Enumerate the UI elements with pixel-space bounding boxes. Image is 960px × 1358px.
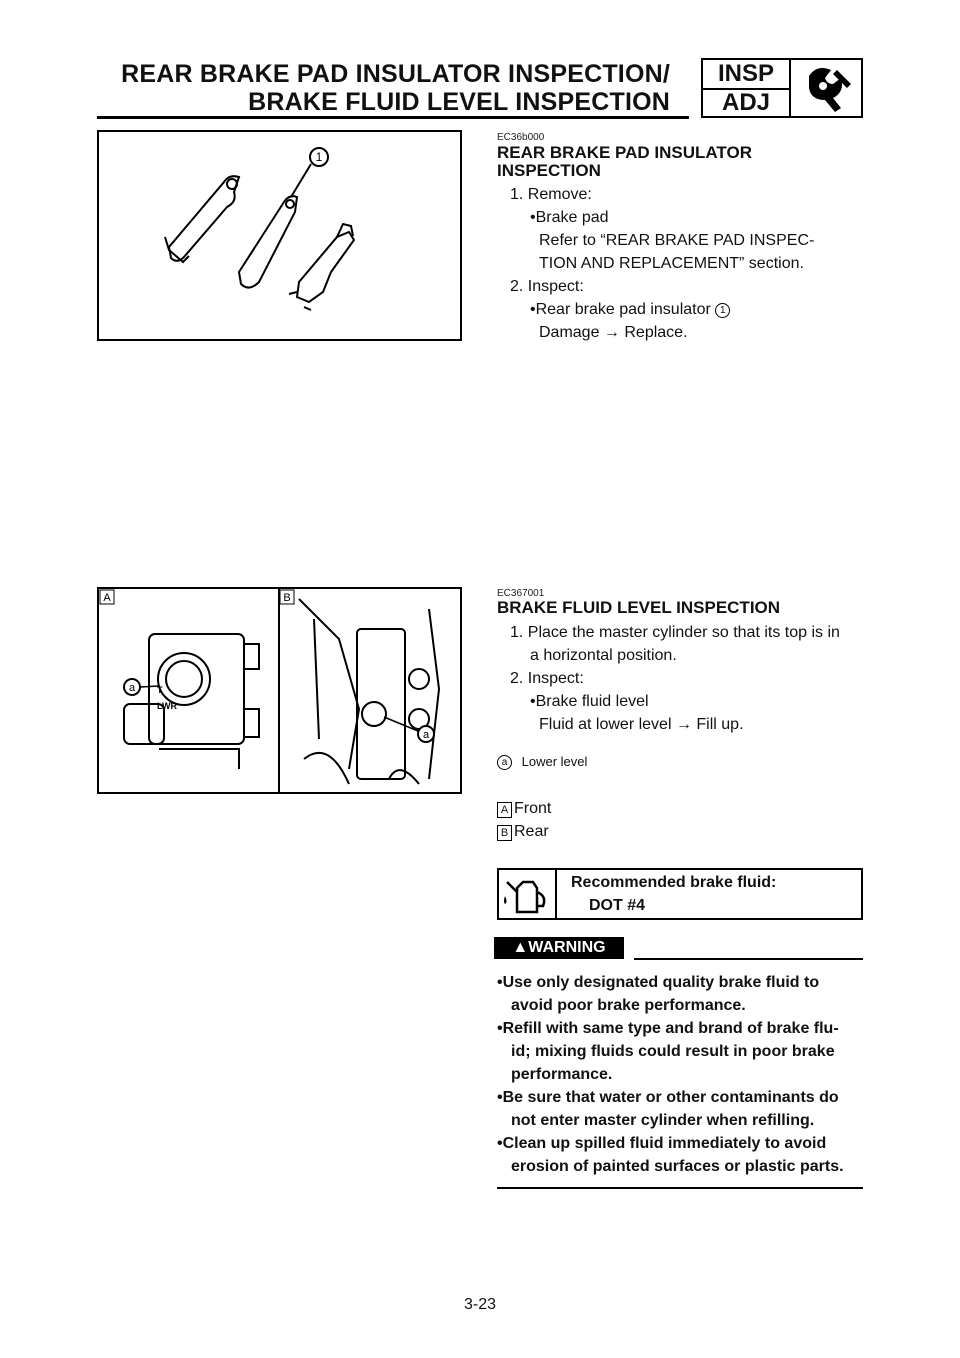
warning-line: •Use only designated quality brake fluid to <box>497 974 820 991</box>
page-title-line1: REAR BRAKE PAD INSULATOR INSPECTION/ <box>121 60 670 88</box>
wrench-tool-icon <box>797 64 857 114</box>
spec-value: DOT #4 <box>589 897 646 914</box>
warning-item <box>497 971 863 1017</box>
legend-front <box>497 797 551 820</box>
warning-line: avoid poor brake performance. <box>511 997 746 1014</box>
master-cylinder-illustration <box>99 589 460 792</box>
warning-line: •Be sure that water or other contaminants do <box>497 1089 839 1106</box>
section2-step2-item: •Brake fluid level <box>530 693 649 710</box>
figure-callout-a-left: a <box>128 682 136 694</box>
page-title-line2: BRAKE FLUID LEVEL INSPECTION <box>248 88 670 116</box>
figure-text-t: T <box>157 685 163 695</box>
legend-lower-level-text: Lower level <box>521 754 588 769</box>
recommended-fluid-box <box>497 868 863 920</box>
section2-step1-line2: a horizontal position. <box>530 647 677 664</box>
legend-lower-level <box>497 753 587 771</box>
section1-code: EC36b000 <box>497 132 545 143</box>
legend-marker-front: A <box>497 802 512 818</box>
section1-step2-result: Damage → Replace. <box>539 324 688 341</box>
figure-text-lwr: LWR <box>157 701 177 711</box>
master-cylinder-figure <box>97 587 462 794</box>
warning-line: •Clean up spilled fluid immediately to avoid <box>497 1135 827 1152</box>
warning-line: •Refill with same type and brand of brake flu- <box>497 1020 839 1037</box>
legend-marker-a: a <box>497 755 512 770</box>
section2-step2: 2. Inspect: <box>510 670 584 687</box>
warning-line: not enter master cylinder when refilling. <box>511 1112 815 1129</box>
section2-step1-line1: 1. Place the master cylinder so that its top is in <box>510 624 840 641</box>
badge-separator <box>789 60 791 116</box>
warning-badge <box>494 937 624 959</box>
legend-front-text: Front <box>514 800 552 817</box>
brake-pad-figure <box>97 130 462 341</box>
spec-title: Recommended brake fluid: <box>571 874 777 891</box>
badge-adj-label: ADJ <box>721 89 770 116</box>
section1-step2: 2. Inspect: <box>510 278 584 295</box>
section1-step1-item: •Brake pad <box>530 209 609 226</box>
section1-step2-item: •Rear brake pad insulator <box>530 301 711 318</box>
callout-marker-1: 1 <box>715 303 730 318</box>
warning-list <box>497 971 863 1178</box>
warning-label: WARNING <box>528 939 606 956</box>
page-number: 3-23 <box>463 1296 497 1313</box>
warning-item <box>497 1086 863 1132</box>
section1-title-line1: REAR BRAKE PAD INSULATOR <box>497 143 753 162</box>
section1-step1-note2: TION AND REPLACEMENT” section. <box>539 255 804 272</box>
spec-icon-cell <box>499 870 557 918</box>
section2-step2-result: Fluid at lower level → Fill up. <box>539 716 744 733</box>
brake-pad-illustration <box>99 132 460 339</box>
badge-insp-label: INSP <box>717 60 774 87</box>
section1-title-line2: INSPECTION <box>497 161 601 180</box>
fluid-can-icon <box>499 870 555 918</box>
section2-title: BRAKE FLUID LEVEL INSPECTION <box>497 598 781 617</box>
warning-rule <box>634 958 863 960</box>
warning-line: performance. <box>511 1066 613 1083</box>
header-rule <box>97 116 689 119</box>
legend-rear <box>497 820 549 843</box>
figure-label-a: A <box>103 592 111 604</box>
warning-item <box>497 1132 863 1178</box>
section2-code: EC367001 <box>497 588 545 599</box>
legend-rear-text: Rear <box>514 823 549 840</box>
section1-step1-note1: Refer to “REAR BRAKE PAD INSPEC- <box>539 232 815 249</box>
figure-callout-a-right: a <box>422 729 430 741</box>
warning-line: id; mixing fluids could result in poor brake <box>511 1043 835 1060</box>
section1-step1: 1. Remove: <box>510 186 592 203</box>
section1-step2-item-row <box>530 298 730 321</box>
warning-icon: ▲ <box>512 939 529 956</box>
legend-marker-rear: B <box>497 825 512 841</box>
figure-callout-1: 1 <box>315 150 323 164</box>
figure-label-b: B <box>283 592 291 604</box>
warning-bottom-rule <box>497 1187 863 1189</box>
warning-item <box>497 1017 863 1086</box>
insp-adj-badge <box>701 58 863 118</box>
warning-line: erosion of painted surfaces or plastic parts. <box>511 1158 844 1175</box>
